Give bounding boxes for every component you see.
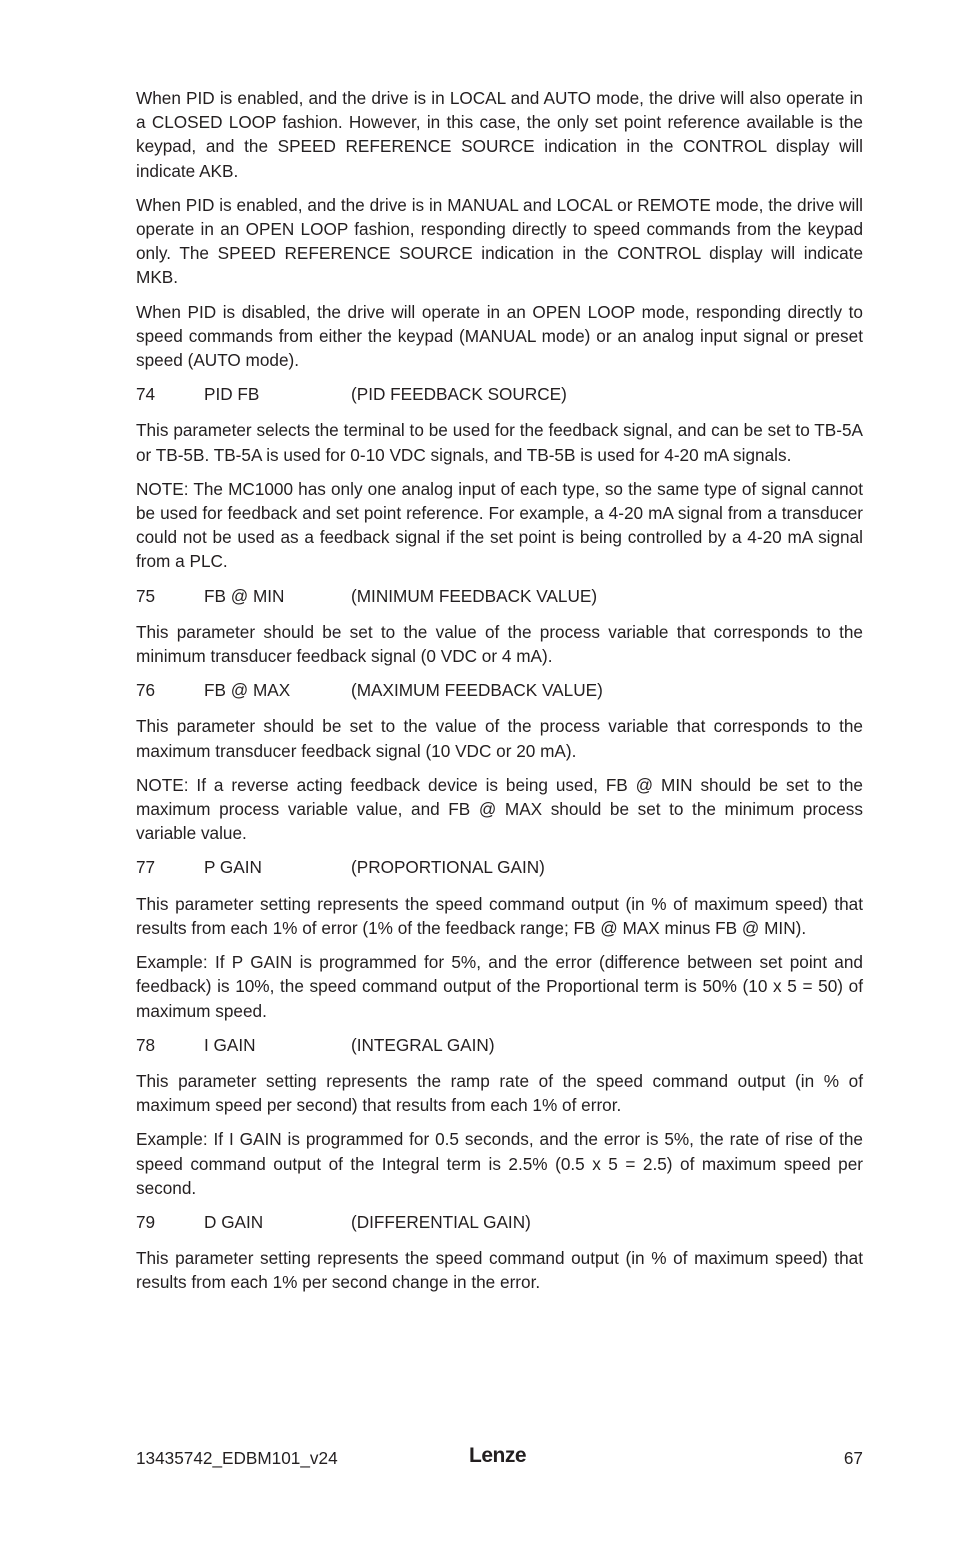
param-75-description: This parameter should be set to the value of the process variable that corresponds to the minimum transducer feedback signal (0 VDC or 4 mA). xyxy=(136,621,863,667)
param-number: 79 xyxy=(136,1211,156,1232)
param-76-note: NOTE: If a reverse acting feedback device is being used, FB @ MIN should be set to the maximum process variable value, and FB @ MAX should be set to the minimum process variable value. xyxy=(136,774,863,844)
param-74-description: This parameter selects the terminal to be used for the feedback signal, and can be set to TB-5A or TB-5B. TB-5A is used for 0-10 VDC signals, and TB-5B is used for 4-20 mA signals. xyxy=(136,420,863,465)
param-name: (DIFFERENTIAL GAIN) xyxy=(351,1211,531,1232)
param-77-example: Example: If P GAIN is programmed for 5%, and the error (difference between set point and feedback) is 10%, the speed command output of the Proportional term is 50% (10 x 5 = 50) of maximum speed. xyxy=(136,952,863,1021)
param-heading-76 xyxy=(136,678,863,702)
param-number: 78 xyxy=(136,1034,156,1055)
param-77-description: This parameter setting represents the speed command output (in % of maximum speed) that results from each 1% of error (1% of the feedback range; FB @ MAX minus FB @ MIN). xyxy=(136,893,863,938)
param-code: PID FB xyxy=(204,384,260,405)
param-78-description: This parameter setting represents the ramp rate of the speed command output (in % of maximum speed per second) that results from each 1% of error. xyxy=(136,1070,863,1116)
param-number: 76 xyxy=(136,680,156,701)
param-78-example: Example: If I GAIN is programmed for 0.5 seconds, and the error is 5%, the rate of rise of the speed command output of the Integral term is 2.5% (0.5 x 5 = 2.5) of maximum speed per second. xyxy=(136,1129,863,1198)
page-number: 67 xyxy=(843,1448,863,1468)
param-heading-75 xyxy=(136,584,863,608)
param-number: 75 xyxy=(136,585,156,606)
param-79-description: This parameter setting represents the speed command output (in % of maximum speed) that results from each 1% per second change in the error. xyxy=(136,1248,863,1293)
param-heading-77 xyxy=(136,855,863,879)
param-code: FB @ MIN xyxy=(204,585,285,606)
param-76-description: This parameter should be set to the value of the process variable that corresponds to the maximum transducer feedback signal (10 VDC or 20 mA). xyxy=(136,716,863,761)
document-id: 13435742_EDBM101_v24 xyxy=(136,1448,338,1468)
page-footer xyxy=(136,1445,863,1471)
paragraph-pid-manual: When PID is enabled, and the drive is in MANUAL and LOCAL or REMOTE mode, the drive will operate in an OPEN LOOP fashion, responding directly to speed commands from the keypad only. The SPEED REFERENCE SOURCE indication in the CONTROL display will indicate MKB. xyxy=(136,194,863,288)
param-code: P GAIN xyxy=(204,857,262,878)
param-74-note: NOTE: The MC1000 has only one analog input of each type, so the same type of signal cannot be used for feedback and set point reference. For example, a 4-20 mA signal from a transducer could not be used as a feedback signal if the set point is being controlled by a 4-20 mA signal from a PLC. xyxy=(136,478,863,572)
param-code: I GAIN xyxy=(204,1034,256,1055)
param-number: 74 xyxy=(136,384,156,405)
page-content xyxy=(136,86,863,1305)
param-heading-74 xyxy=(136,382,863,406)
param-name: (MINIMUM FEEDBACK VALUE) xyxy=(351,585,598,606)
param-heading-78 xyxy=(136,1033,863,1057)
param-code: D GAIN xyxy=(204,1211,264,1232)
param-name: (MAXIMUM FEEDBACK VALUE) xyxy=(351,680,603,701)
lenze-logo: Lenze xyxy=(469,1444,527,1467)
param-name: (INTEGRAL GAIN) xyxy=(351,1034,495,1055)
param-code: FB @ MAX xyxy=(204,680,291,701)
paragraph-pid-local-auto: When PID is enabled, and the drive is in LOCAL and AUTO mode, the drive will also operate in a CLOSED LOOP fashion. However, in this case, the only set point reference available is the keypad, and the SPEED REFERENCE SOURCE indication in the CONTROL display will indicate AKB. xyxy=(136,88,863,181)
param-heading-79 xyxy=(136,1210,863,1234)
param-name: (PID FEEDBACK SOURCE) xyxy=(351,384,567,405)
param-number: 77 xyxy=(136,857,156,878)
paragraph-pid-disabled: When PID is disabled, the drive will operate in an OPEN LOOP mode, responding directly to speed commands from either the keypad (MANUAL mode) or an analog input signal or preset speed (AUTO mode). xyxy=(136,301,863,371)
param-name: (PROPORTIONAL GAIN) xyxy=(351,857,545,878)
